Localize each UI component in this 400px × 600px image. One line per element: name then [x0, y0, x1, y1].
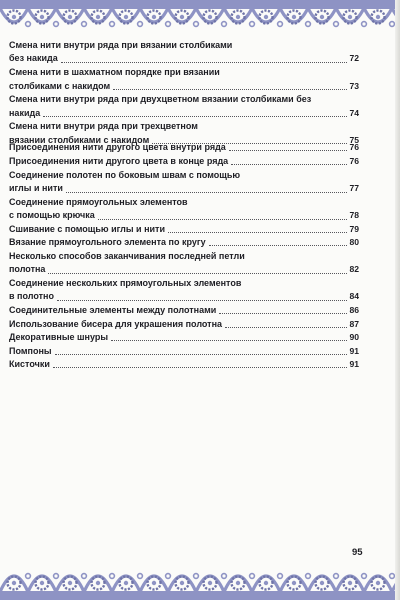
toc-entry-line	[9, 121, 359, 134]
toc-entry-page: 87	[349, 318, 359, 329]
toc-entry-line	[9, 67, 359, 80]
decorative-lace-border-bottom	[0, 562, 400, 600]
toc-entry-title: вязании столбиками с накидом	[9, 134, 150, 145]
decorative-lace-border-top	[0, 0, 400, 36]
toc-entry-title: Кисточки	[9, 358, 50, 369]
page-edge	[395, 0, 400, 600]
toc-dot-leader	[53, 367, 348, 368]
toc-entry-line	[9, 358, 359, 371]
toc-entry-line	[9, 39, 359, 52]
toc-entry-line	[9, 155, 359, 168]
toc-dot-leader	[209, 245, 348, 246]
toc-entry	[9, 236, 359, 249]
toc-entry	[9, 169, 359, 196]
toc-entry-title: с помощью крючка	[9, 210, 95, 221]
toc-entry	[9, 39, 359, 66]
toc-entry-title: без накида	[9, 53, 58, 64]
toc-dot-leader	[57, 300, 347, 301]
toc-entry	[9, 331, 359, 344]
toc-entry-title: Соединительные элементы между полотнами	[9, 304, 217, 315]
toc-entry-title: Декоративные шнуры	[9, 331, 109, 342]
toc-entry	[9, 318, 359, 331]
toc-entry-title: Соединение нескольких прямоугольных элементов	[9, 277, 242, 288]
toc-entry-title: полотна	[9, 264, 46, 275]
toc-entry	[9, 141, 359, 154]
toc-entry-line	[9, 223, 359, 236]
toc-entry	[9, 196, 359, 223]
toc-dot-leader	[48, 273, 347, 274]
toc-entry-line	[9, 107, 359, 120]
toc-entry	[9, 277, 359, 304]
toc-dot-leader	[55, 354, 348, 355]
toc-entry-title: в полотно	[9, 291, 54, 302]
toc-entry-title: Помпоны	[9, 345, 52, 356]
toc-dot-leader	[229, 150, 348, 151]
page-number: 95	[352, 547, 363, 558]
toc-entry-page: 91	[349, 345, 359, 356]
toc-entry-line	[9, 345, 359, 358]
toc-entry-title: Присоединения нити другого цвета в конце ряда	[9, 155, 229, 166]
toc-entry-title: Соединение прямоугольных элементов	[9, 196, 188, 207]
toc-entry-line	[9, 141, 359, 154]
toc-dot-leader	[168, 232, 347, 233]
toc-dot-leader	[61, 62, 348, 63]
toc-entry-page: 91	[349, 358, 359, 369]
toc-entry-page: 86	[349, 304, 359, 315]
toc-entry-title: Смена нити внутри ряда при вязании столбиками	[9, 39, 233, 50]
toc-entry-page: 90	[349, 331, 359, 342]
toc-entry-line	[9, 209, 359, 222]
toc-entry-title: иглы и нити	[9, 183, 63, 194]
toc-dot-leader	[219, 313, 347, 314]
toc-entry-line	[9, 263, 359, 276]
toc-dot-leader	[111, 340, 347, 341]
toc-entry-page: 73	[349, 80, 359, 91]
toc-entry-line	[9, 169, 359, 182]
toc-entry	[9, 94, 359, 121]
toc-dot-leader	[231, 164, 347, 165]
toc-entry-line	[9, 52, 359, 65]
toc-entry-line	[9, 250, 359, 263]
toc-entry-page: 76	[349, 141, 359, 152]
toc-entry-line	[9, 236, 359, 249]
toc-entry-line	[9, 277, 359, 290]
toc-dot-leader	[225, 327, 347, 328]
toc-entry-title: Несколько способов заканчивания последней петли	[9, 250, 245, 261]
toc-entry-page: 72	[349, 53, 359, 64]
toc-entry	[9, 250, 359, 277]
toc-entry-page: 84	[349, 291, 359, 302]
toc-entry-title: накида	[9, 107, 41, 118]
toc-entry-page: 80	[349, 236, 359, 247]
toc-entry-line	[9, 331, 359, 344]
toc-entry	[9, 223, 359, 236]
toc-entry-page: 77	[349, 183, 359, 194]
toc-entry-title: Смена нити внутри ряда при трехцветном	[9, 121, 198, 132]
toc-entry-title: Смена нити в шахматном порядке при вязании	[9, 67, 220, 78]
toc-entry-line	[9, 318, 359, 331]
toc-dot-leader	[43, 116, 347, 117]
toc-entry-title: Соединение полотен по боковым швам с помощью	[9, 169, 241, 180]
toc-entry-line	[9, 182, 359, 195]
toc-entry	[9, 358, 359, 371]
toc-entry-title: Вязание прямоугольного элемента по кругу	[9, 236, 206, 247]
toc-entry-page: 78	[349, 210, 359, 221]
toc-entry-page: 82	[349, 264, 359, 275]
toc-entry-title: Присоединения нити другого цвета внутри ряда	[9, 141, 226, 152]
toc-entry-line	[9, 304, 359, 317]
toc-dot-leader	[98, 219, 348, 220]
toc-entry-page: 75	[349, 134, 359, 145]
toc-entry	[9, 304, 359, 317]
toc-entry-line	[9, 290, 359, 303]
toc-entry-line	[9, 94, 359, 107]
toc-entry-line	[9, 196, 359, 209]
toc-entry-page: 79	[349, 223, 359, 234]
toc-dot-leader	[66, 192, 348, 193]
toc-entry	[9, 345, 359, 358]
toc-entry-title: Сшивание с помощью иглы и нити	[9, 223, 166, 234]
toc-entry	[9, 67, 359, 94]
toc-dot-leader	[113, 89, 347, 90]
toc-entry-title: Смена нити внутри ряда при двухцветном вязании столбиками без	[9, 94, 312, 105]
toc-entry-page: 76	[349, 155, 359, 166]
toc-entry-line	[9, 80, 359, 93]
toc-entry-page: 74	[349, 107, 359, 118]
toc-entry	[9, 155, 359, 168]
toc-entry-title: столбиками с накидом	[9, 80, 111, 91]
toc-entry-title: Использование бисера для украшения полотна	[9, 318, 223, 329]
